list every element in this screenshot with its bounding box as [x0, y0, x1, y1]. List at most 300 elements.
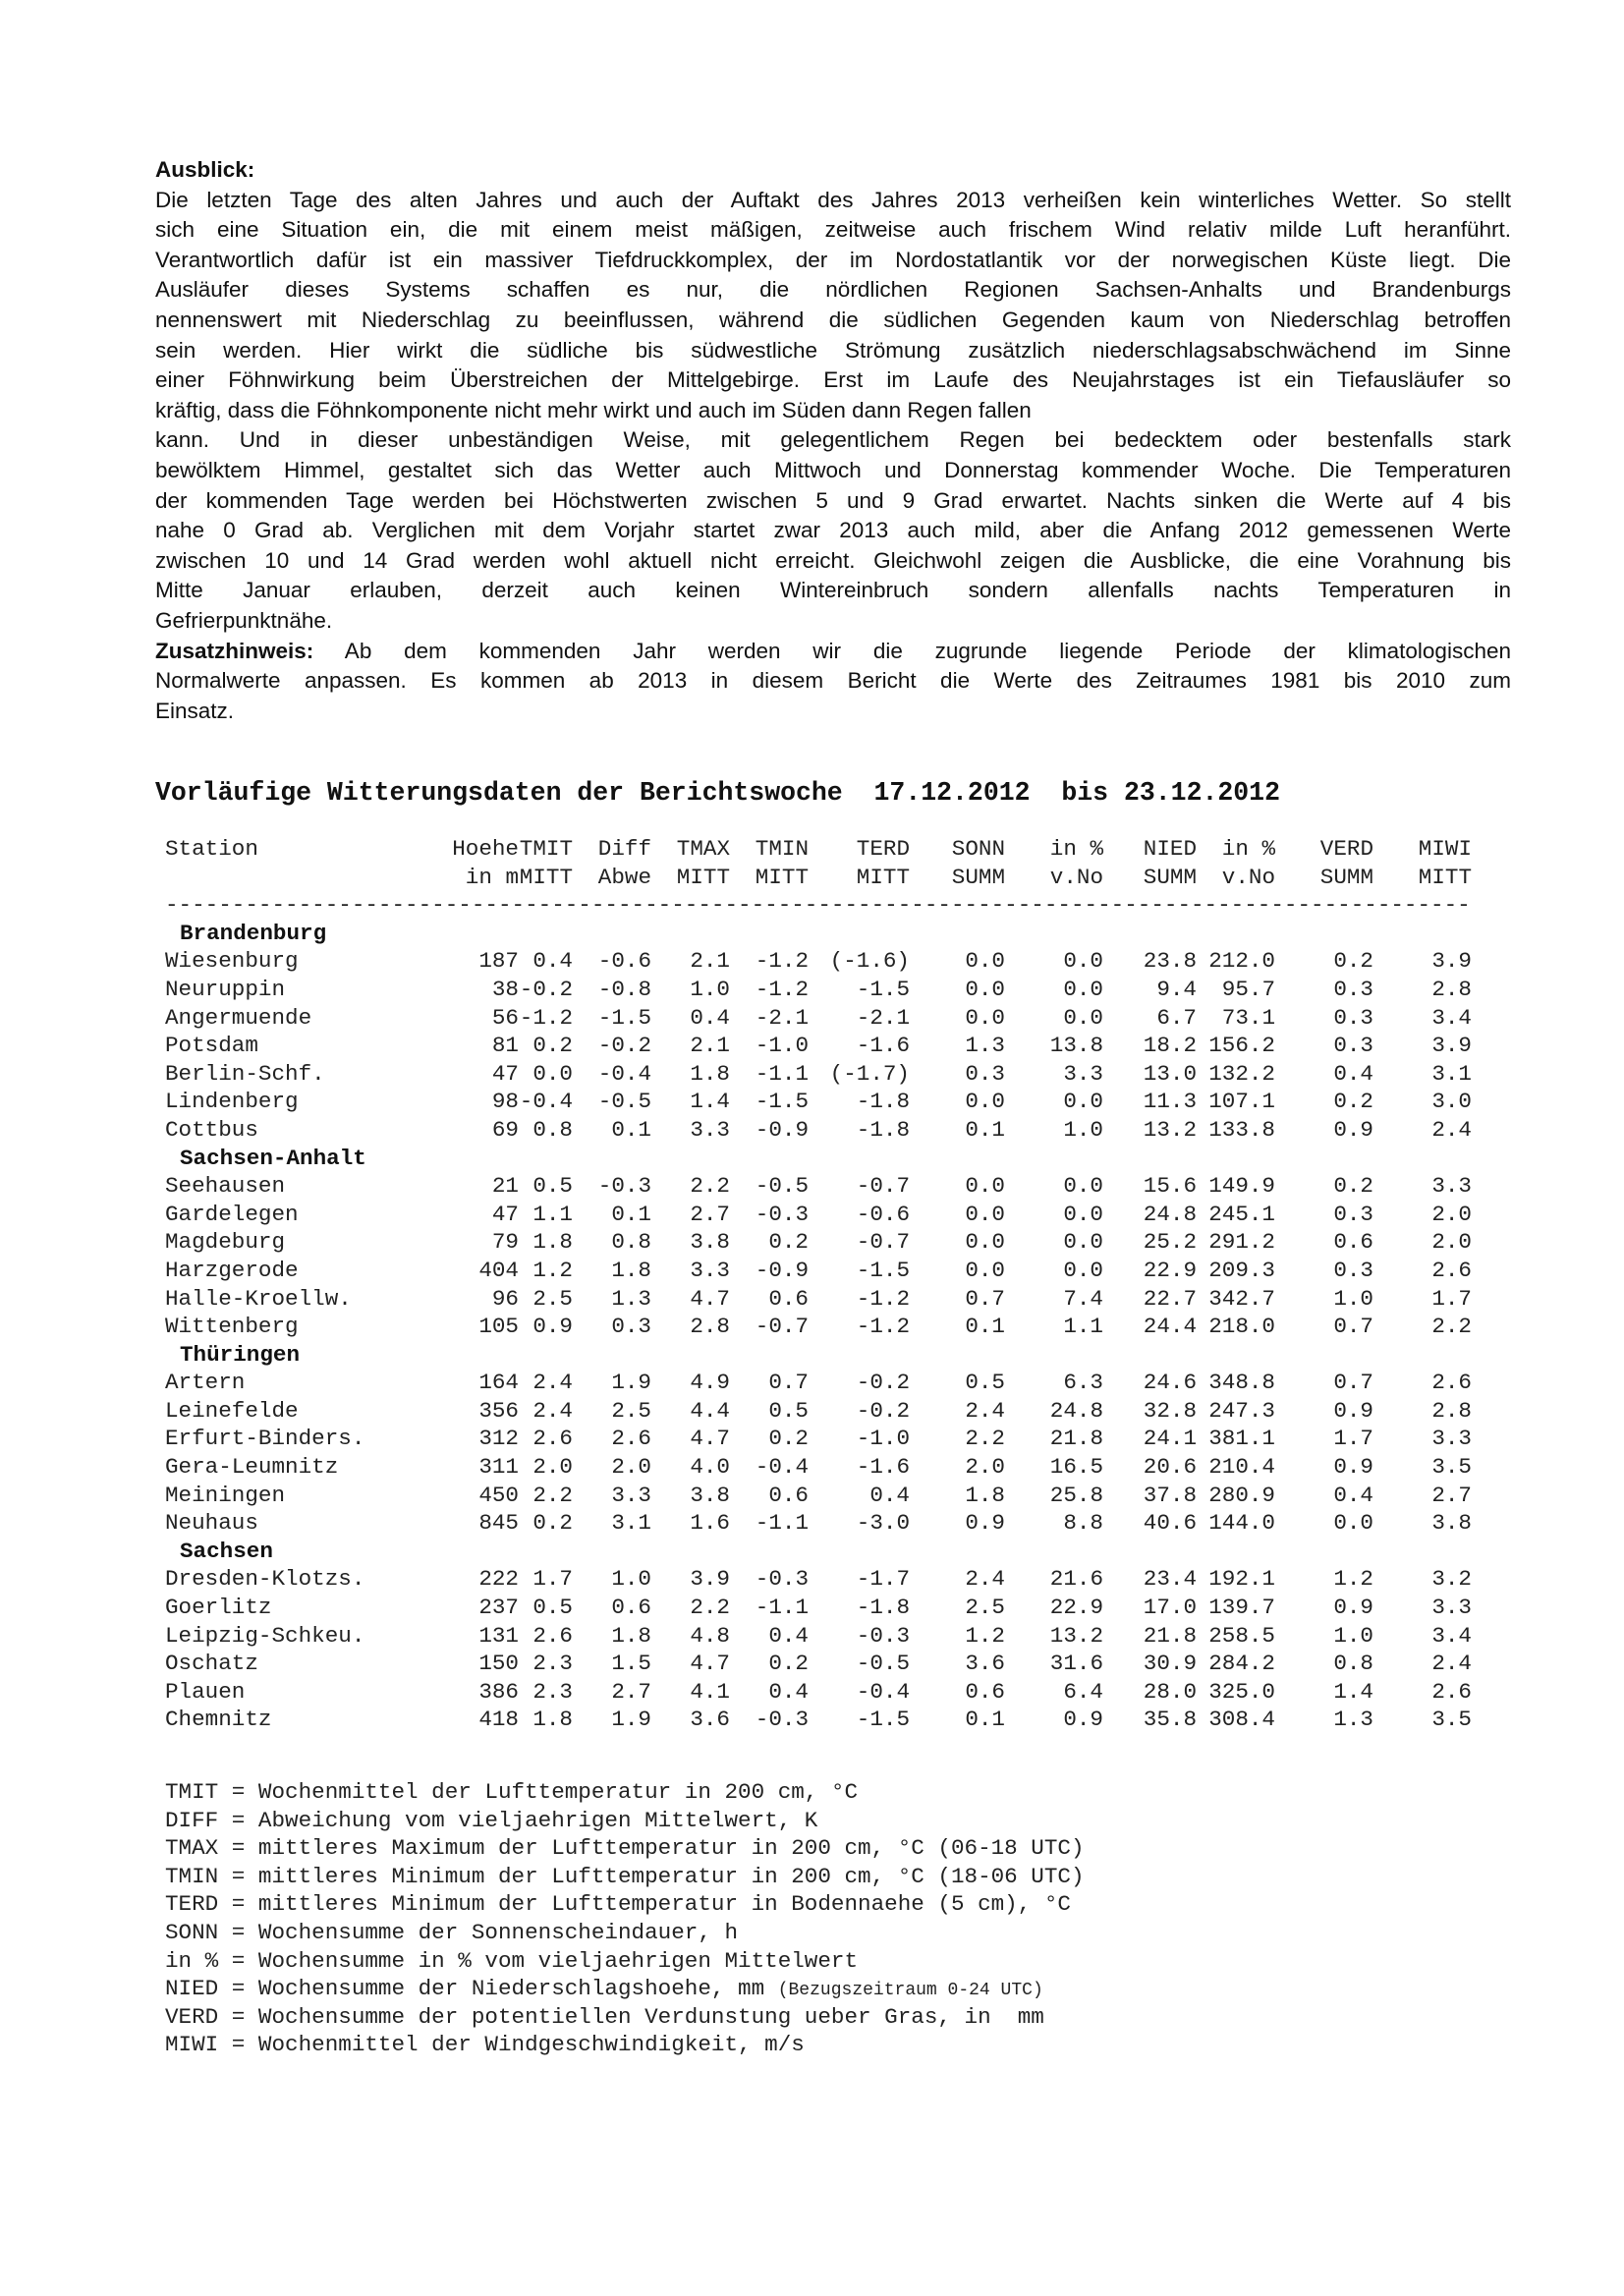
data-cell: 37.8	[1143, 1482, 1197, 1508]
data-cell: -1.1	[755, 1060, 809, 1087]
station-name: Berlin-Schf.	[165, 1060, 325, 1087]
data-cell: 0.0	[965, 1201, 1005, 1227]
data-cell: -0.2	[856, 1370, 910, 1396]
station-name: Seehausen	[165, 1173, 286, 1200]
table-row	[165, 1201, 1482, 1229]
station-name: Neuruppin	[165, 976, 286, 1002]
data-cell: 25.8	[1049, 1482, 1103, 1508]
data-cell: 0.0	[1063, 976, 1103, 1002]
data-cell: 105	[478, 1314, 519, 1340]
data-cell: 1.7	[1431, 1285, 1472, 1312]
data-cell: -1.5	[856, 1257, 910, 1283]
data-cell: 4.7	[690, 1285, 730, 1312]
data-cell: 1.8	[611, 1622, 651, 1649]
data-cell: 21.8	[1049, 1426, 1103, 1452]
legend-item	[165, 1947, 1482, 1976]
data-cell: 356	[478, 1397, 519, 1424]
header-cell: NIED	[1143, 836, 1197, 862]
data-cell: 2.6	[1431, 1257, 1472, 1283]
outlook-line: sein werden. Hier wirkt die südliche bis südwestliche Strömung zusätzlich niederschlagsabschwächend im Sinne	[155, 337, 1511, 363]
data-cell: 0.0	[1063, 1004, 1103, 1031]
data-cell: 210.4	[1208, 1454, 1275, 1481]
data-cell: 2.6	[532, 1426, 573, 1452]
table-row	[165, 1397, 1482, 1426]
table-row	[165, 1706, 1482, 1734]
data-cell: 1.2	[532, 1257, 573, 1283]
table-row	[165, 1594, 1482, 1622]
data-cell: -1.5	[856, 976, 910, 1002]
data-cell: 0.0	[1063, 1229, 1103, 1256]
data-cell: -0.9	[755, 1116, 809, 1143]
data-cell: 845	[478, 1510, 519, 1537]
data-cell: 150	[478, 1651, 519, 1677]
data-cell: 2.8	[690, 1314, 730, 1340]
header-cell: SUMM	[951, 864, 1005, 890]
data-cell: 0.0	[1063, 1257, 1103, 1283]
data-cell: 79	[491, 1229, 519, 1256]
data-cell: 0.3	[1333, 1004, 1373, 1031]
data-cell: 32.8	[1143, 1397, 1197, 1424]
data-cell: 3.8	[690, 1482, 730, 1508]
data-cell: 3.3	[1431, 1426, 1472, 1452]
station-name: Potsdam	[165, 1033, 258, 1059]
header-cell: in m	[465, 864, 519, 890]
data-cell: 0.1	[965, 1707, 1005, 1733]
data-cell: 3.3	[1431, 1595, 1472, 1621]
data-cell: 1.4	[690, 1089, 730, 1115]
data-cell: -0.2	[519, 976, 573, 1002]
table-row	[165, 1453, 1482, 1482]
data-cell: 2.0	[1431, 1201, 1472, 1227]
data-cell: -0.5	[755, 1173, 809, 1200]
data-cell: -1.6	[856, 1033, 910, 1059]
data-cell: 4.1	[690, 1678, 730, 1705]
data-cell: 40.6	[1143, 1510, 1197, 1537]
data-cell: 13.0	[1143, 1060, 1197, 1087]
data-cell: 2.2	[965, 1426, 1005, 1452]
data-cell: -1.5	[856, 1707, 910, 1733]
data-cell: 2.7	[611, 1678, 651, 1705]
note-line: Normalwerte anpassen. Es kommen ab 2013 in diesem Bericht die Werte des Zeitraumes 1981 bis 2010 zum	[155, 668, 1511, 694]
data-cell: -1.1	[755, 1510, 809, 1537]
data-cell: (-1.6)	[829, 948, 910, 975]
data-cell: 1.8	[690, 1060, 730, 1087]
data-cell: 280.9	[1208, 1482, 1275, 1508]
data-cell: -0.4	[755, 1454, 809, 1481]
data-cell: 0.9	[1333, 1454, 1373, 1481]
data-cell: 342.7	[1208, 1285, 1275, 1312]
legend-item	[165, 1919, 1482, 1947]
data-cell: 1.0	[1333, 1622, 1373, 1649]
data-cell: 187	[478, 948, 519, 975]
data-cell: 1.9	[611, 1707, 651, 1733]
header-cell: VERD	[1319, 836, 1373, 862]
data-cell: 0.0	[1063, 1089, 1103, 1115]
data-cell: 21.8	[1143, 1622, 1197, 1649]
data-cell: 139.7	[1208, 1595, 1275, 1621]
data-cell: 3.3	[1063, 1060, 1103, 1087]
legend-item	[165, 1778, 1482, 1807]
header-cell: v.No	[1049, 864, 1103, 890]
region-heading: Brandenburg	[180, 920, 327, 946]
data-cell: 0.9	[1063, 1707, 1103, 1733]
data-cell: -2.1	[755, 1004, 809, 1031]
data-cell: 22.9	[1143, 1257, 1197, 1283]
data-cell: 4.4	[690, 1397, 730, 1424]
data-cell: 0.0	[965, 948, 1005, 975]
table-row	[165, 1004, 1482, 1033]
data-cell: 247.3	[1208, 1397, 1275, 1424]
data-cell: 325.0	[1208, 1678, 1275, 1705]
data-cell: 0.4	[1333, 1060, 1373, 1087]
data-cell: 2.4	[532, 1397, 573, 1424]
station-name: Erfurt-Binders.	[165, 1426, 365, 1452]
data-cell: 308.4	[1208, 1707, 1275, 1733]
header-cell: MIWI	[1418, 836, 1472, 862]
data-cell: 22.7	[1143, 1285, 1197, 1312]
data-cell: 291.2	[1208, 1229, 1275, 1256]
legend-text: DIFF = Abweichung vom vieljaehrigen Mittelwert, K	[165, 1807, 818, 1833]
data-cell: 0.4	[768, 1678, 809, 1705]
station-name: Leipzig-Schkeu.	[165, 1622, 365, 1649]
legend-text: in % = Wochensumme in % vom vieljaehrigen Mittelwert	[165, 1947, 859, 1974]
data-cell: 0.9	[532, 1314, 573, 1340]
data-cell: 0.6	[768, 1482, 809, 1508]
data-cell: 4.7	[690, 1651, 730, 1677]
data-cell: -0.7	[755, 1314, 809, 1340]
data-cell: -2.1	[856, 1004, 910, 1031]
data-cell: 3.3	[690, 1257, 730, 1283]
legend-item	[165, 1807, 1482, 1835]
data-cell: 2.6	[532, 1622, 573, 1649]
region-heading: Thüringen	[180, 1341, 301, 1368]
station-name: Goerlitz	[165, 1595, 272, 1621]
data-cell: 0.0	[965, 1229, 1005, 1256]
data-cell: 6.4	[1063, 1678, 1103, 1705]
data-cell: -0.3	[597, 1173, 651, 1200]
data-cell: -0.6	[856, 1201, 910, 1227]
data-cell: 0.3	[1333, 1257, 1373, 1283]
data-cell: 23.8	[1143, 948, 1197, 975]
data-cell: 0.1	[611, 1116, 651, 1143]
data-cell: 212.0	[1208, 948, 1275, 975]
data-cell: 4.0	[690, 1454, 730, 1481]
data-cell: 2.2	[1431, 1314, 1472, 1340]
data-cell: 1.0	[1063, 1116, 1103, 1143]
data-cell: 20.6	[1143, 1454, 1197, 1481]
data-cell: -0.3	[856, 1622, 910, 1649]
data-cell: 0.5	[532, 1173, 573, 1200]
data-cell: -0.5	[856, 1651, 910, 1677]
data-cell: 0.6	[611, 1595, 651, 1621]
data-cell: 0.7	[1333, 1370, 1373, 1396]
legend-item	[165, 2003, 1482, 2032]
additional-note	[155, 637, 1511, 727]
data-cell: 386	[478, 1678, 519, 1705]
table-row	[165, 1509, 1482, 1538]
data-cell: 107.1	[1208, 1089, 1275, 1115]
note-text: Ab dem kommenden Jahr werden wir die zugrunde liegende Periode der klimatologischen	[313, 638, 1511, 663]
data-cell: 56	[491, 1004, 519, 1031]
data-cell: 69	[491, 1116, 519, 1143]
data-cell: 2.7	[1431, 1482, 1472, 1508]
data-cell: 2.6	[1431, 1370, 1472, 1396]
data-cell: 0.0	[965, 1257, 1005, 1283]
station-name: Neuhaus	[165, 1510, 258, 1537]
data-cell: 31.6	[1049, 1651, 1103, 1677]
data-cell: 0.1	[965, 1314, 1005, 1340]
data-cell: 24.1	[1143, 1426, 1197, 1452]
data-cell: 0.8	[611, 1229, 651, 1256]
data-cell: 0.5	[532, 1595, 573, 1621]
data-cell: 3.0	[1431, 1089, 1472, 1115]
data-cell: 2.4	[1431, 1116, 1472, 1143]
data-cell: 0.4	[768, 1622, 809, 1649]
table-row	[165, 1116, 1482, 1145]
outlook-line: der kommenden Tage werden bei Höchstwerten zwischen 5 und 9 Grad erwartet. Nachts sinken die Werte auf 4 bis	[155, 487, 1511, 513]
legend-text: VERD = Wochensumme der potentiellen Verdunstung ueber Gras, in mm	[165, 2003, 1044, 2030]
data-cell: 2.2	[690, 1595, 730, 1621]
data-cell: 1.6	[690, 1510, 730, 1537]
data-cell: 0.7	[1333, 1314, 1373, 1340]
data-cell: 47	[491, 1060, 519, 1087]
data-cell: 3.3	[690, 1116, 730, 1143]
note-label: Zusatzhinweis:	[155, 638, 314, 663]
data-cell: 24.8	[1049, 1397, 1103, 1424]
data-cell: 0.2	[768, 1426, 809, 1452]
data-cell: 2.5	[532, 1285, 573, 1312]
report-title: Vorläufige Witterungsdaten der Berichtswoche 17.12.2012 bis 23.12.2012	[155, 778, 1280, 808]
outlook-line: sich eine Situation ein, die mit einem meist mäßigen, zeitweise auch frischem Wind relativ milde Luft heranführt.	[155, 217, 1511, 243]
data-cell: 3.2	[1431, 1566, 1472, 1593]
data-cell: 0.5	[965, 1370, 1005, 1396]
region-heading: Sachsen-Anhalt	[180, 1145, 366, 1171]
legend-text: SONN = Wochensumme der Sonnenscheindauer, h	[165, 1919, 739, 1945]
table-row	[165, 1032, 1482, 1060]
station-name: Artern	[165, 1370, 246, 1396]
data-cell: 1.0	[690, 976, 730, 1002]
legend-item	[165, 1890, 1482, 1919]
header-cell: SONN	[951, 836, 1005, 862]
data-cell: 0.2	[768, 1229, 809, 1256]
header-cell: TMIT	[519, 836, 573, 862]
data-cell: 1.8	[611, 1257, 651, 1283]
data-cell: 23.4	[1143, 1566, 1197, 1593]
station-name: Wiesenburg	[165, 948, 299, 975]
outlook-line: einer Föhnwirkung beim Überstreichen der Mittelgebirge. Erst im Laufe des Neujahrstages ist ein Tiefausläufer so	[155, 367, 1511, 393]
note-line	[155, 637, 1511, 667]
outlook-line: bewölktem Himmel, gestaltet sich das Wetter auch Mittwoch und Donnerstag kommender Woche. Die Temperaturen	[155, 457, 1511, 482]
data-cell: 2.0	[965, 1454, 1005, 1481]
data-cell: -1.0	[755, 1033, 809, 1059]
outlook-line: zwischen 10 und 14 Grad werden wohl aktuell nicht erreicht. Gleichwohl zeigen die Ausblicke, die eine Vorahnung bis	[155, 547, 1511, 573]
data-cell: 144.0	[1208, 1510, 1275, 1537]
data-cell: 3.3	[611, 1482, 651, 1508]
data-cell: 15.6	[1143, 1173, 1197, 1200]
data-cell: 16.5	[1049, 1454, 1103, 1481]
data-cell: 0.2	[1333, 1173, 1373, 1200]
data-cell: -0.3	[755, 1707, 809, 1733]
header-cell: v.No	[1221, 864, 1275, 890]
data-cell: 1.2	[965, 1622, 1005, 1649]
data-cell: (-1.7)	[829, 1060, 910, 1087]
data-cell: -0.5	[597, 1089, 651, 1115]
data-cell: 311	[478, 1454, 519, 1481]
header-cell: TMAX	[676, 836, 730, 862]
table-row	[165, 1369, 1482, 1397]
data-cell: 1.1	[532, 1201, 573, 1227]
data-cell: 18.2	[1143, 1033, 1197, 1059]
header-cell: Hoehe	[452, 836, 519, 862]
data-cell: 73.1	[1221, 1004, 1275, 1031]
data-cell: 95.7	[1221, 976, 1275, 1002]
table-row	[165, 1622, 1482, 1651]
data-cell: 2.4	[1431, 1651, 1472, 1677]
outlook-line: kräftig, dass die Föhnkomponente nicht mehr wirkt und auch im Süden dann Regen fallen	[155, 397, 1032, 422]
data-cell: 0.0	[1063, 1201, 1103, 1227]
data-cell: 404	[478, 1257, 519, 1283]
data-cell: 13.8	[1049, 1033, 1103, 1059]
data-cell: -0.7	[856, 1173, 910, 1200]
data-cell: 25.2	[1143, 1229, 1197, 1256]
data-cell: 3.9	[690, 1566, 730, 1593]
station-name: Gera-Leumnitz	[165, 1454, 339, 1481]
table-row	[165, 1228, 1482, 1257]
legend-text: MIWI = Wochenmittel der Windgeschwindigkeit, m/s	[165, 2032, 805, 2058]
table-row	[165, 1257, 1482, 1285]
data-cell: 2.0	[1431, 1229, 1472, 1256]
table-row	[165, 1482, 1482, 1510]
header-cell: SUMM	[1319, 864, 1373, 890]
data-cell: 132.2	[1208, 1060, 1275, 1087]
data-cell: 22.9	[1049, 1595, 1103, 1621]
data-cell: 3.4	[1431, 1004, 1472, 1031]
data-cell: 7.4	[1063, 1285, 1103, 1312]
header-cell: in %	[1221, 836, 1275, 862]
data-cell: 312	[478, 1426, 519, 1452]
data-cell: 0.4	[532, 948, 573, 975]
data-cell: 2.2	[532, 1482, 573, 1508]
header-cell: Station	[165, 836, 258, 862]
data-cell: 0.9	[1333, 1595, 1373, 1621]
data-cell: 1.8	[532, 1707, 573, 1733]
data-cell: 1.3	[1333, 1707, 1373, 1733]
data-cell: 35.8	[1143, 1707, 1197, 1733]
data-cell: -0.6	[597, 948, 651, 975]
data-cell: 222	[478, 1566, 519, 1593]
data-cell: 164	[478, 1370, 519, 1396]
table-header-row	[165, 835, 1482, 864]
outlook-line: Ausläufer dieses Systems schaffen es nur, die nördlichen Regionen Sachsen-Anhalts und Brandenburgs	[155, 277, 1511, 303]
outlook-line: nennenswert mit Niederschlag zu beeinflussen, während die südlichen Gegenden kaum von Niederschlag betroffen	[155, 307, 1511, 332]
data-cell: 0.0	[1063, 1173, 1103, 1200]
data-cell: 13.2	[1143, 1116, 1197, 1143]
table-row	[165, 1650, 1482, 1678]
header-cell: MITT	[755, 864, 809, 890]
data-cell: 1.7	[1333, 1426, 1373, 1452]
data-cell: -1.7	[856, 1566, 910, 1593]
data-cell: 2.6	[611, 1426, 651, 1452]
data-cell: 237	[478, 1595, 519, 1621]
station-name: Gardelegen	[165, 1201, 299, 1227]
outlook-line: kann. Und in dieser unbeständigen Weise, mit gelegentlichem Regen bei bedecktem oder bestenfalls stark	[155, 427, 1511, 453]
data-cell: -1.0	[856, 1426, 910, 1452]
data-cell: 38	[491, 976, 519, 1002]
data-cell: 30.9	[1143, 1651, 1197, 1677]
data-cell: 2.3	[532, 1651, 573, 1677]
data-cell: 2.5	[965, 1595, 1005, 1621]
data-cell: 28.0	[1143, 1678, 1197, 1705]
data-cell: 3.5	[1431, 1454, 1472, 1481]
table-row	[165, 947, 1482, 976]
data-cell: 0.0	[965, 1004, 1005, 1031]
table-row	[165, 1313, 1482, 1341]
data-cell: 284.2	[1208, 1651, 1275, 1677]
data-cell: 2.1	[690, 948, 730, 975]
station-name: Oschatz	[165, 1651, 258, 1677]
data-cell: 13.2	[1049, 1622, 1103, 1649]
legend-item	[165, 2031, 1482, 2059]
data-cell: 0.2	[532, 1033, 573, 1059]
data-cell: 0.1	[611, 1201, 651, 1227]
data-cell: 3.8	[1431, 1510, 1472, 1537]
data-cell: 0.3	[1333, 1033, 1373, 1059]
station-name: Lindenberg	[165, 1089, 299, 1115]
data-cell: 1.0	[611, 1566, 651, 1593]
data-cell: 2.7	[690, 1201, 730, 1227]
data-cell: 209.3	[1208, 1257, 1275, 1283]
data-cell: 0.9	[1333, 1397, 1373, 1424]
header-cell: TERD	[856, 836, 910, 862]
data-cell: 1.9	[611, 1370, 651, 1396]
legend-item	[165, 1863, 1482, 1891]
data-cell: 0.6	[965, 1678, 1005, 1705]
header-cell: MITT	[519, 864, 573, 890]
data-cell: 0.2	[768, 1651, 809, 1677]
data-cell: 0.0	[965, 976, 1005, 1002]
data-cell: 1.0	[1333, 1285, 1373, 1312]
data-cell: 2.6	[1431, 1678, 1472, 1705]
data-cell: 3.9	[1431, 1033, 1472, 1059]
data-cell: 418	[478, 1707, 519, 1733]
legend-text: TMAX = mittleres Maximum der Lufttemperatur in 200 cm, °C (06-18 UTC)	[165, 1835, 1085, 1862]
data-cell: 0.3	[1333, 1201, 1373, 1227]
data-cell: -3.0	[856, 1510, 910, 1537]
data-cell: -1.2	[755, 948, 809, 975]
legend-text: TMIN = mittleres Minimum der Lufttemperatur in 200 cm, °C (18-06 UTC)	[165, 1863, 1085, 1889]
data-cell: 149.9	[1208, 1173, 1275, 1200]
data-cell: 81	[491, 1033, 519, 1059]
data-cell: 98	[491, 1089, 519, 1115]
table-row	[165, 1172, 1482, 1201]
data-cell: -1.8	[856, 1595, 910, 1621]
data-cell: 348.8	[1208, 1370, 1275, 1396]
data-cell: -1.8	[856, 1116, 910, 1143]
data-cell: 245.1	[1208, 1201, 1275, 1227]
data-cell: 0.0	[965, 1089, 1005, 1115]
data-cell: 0.8	[1333, 1651, 1373, 1677]
data-cell: -1.2	[755, 976, 809, 1002]
data-cell: 1.8	[965, 1482, 1005, 1508]
data-cell: -0.4	[597, 1060, 651, 1087]
data-cell: 3.5	[1431, 1707, 1472, 1733]
data-cell: 258.5	[1208, 1622, 1275, 1649]
data-cell: -0.2	[856, 1397, 910, 1424]
data-cell: 96	[491, 1285, 519, 1312]
header-cell: Diff	[597, 836, 651, 862]
outlook-heading: Ausblick:	[155, 157, 255, 182]
data-cell: 0.2	[1333, 948, 1373, 975]
